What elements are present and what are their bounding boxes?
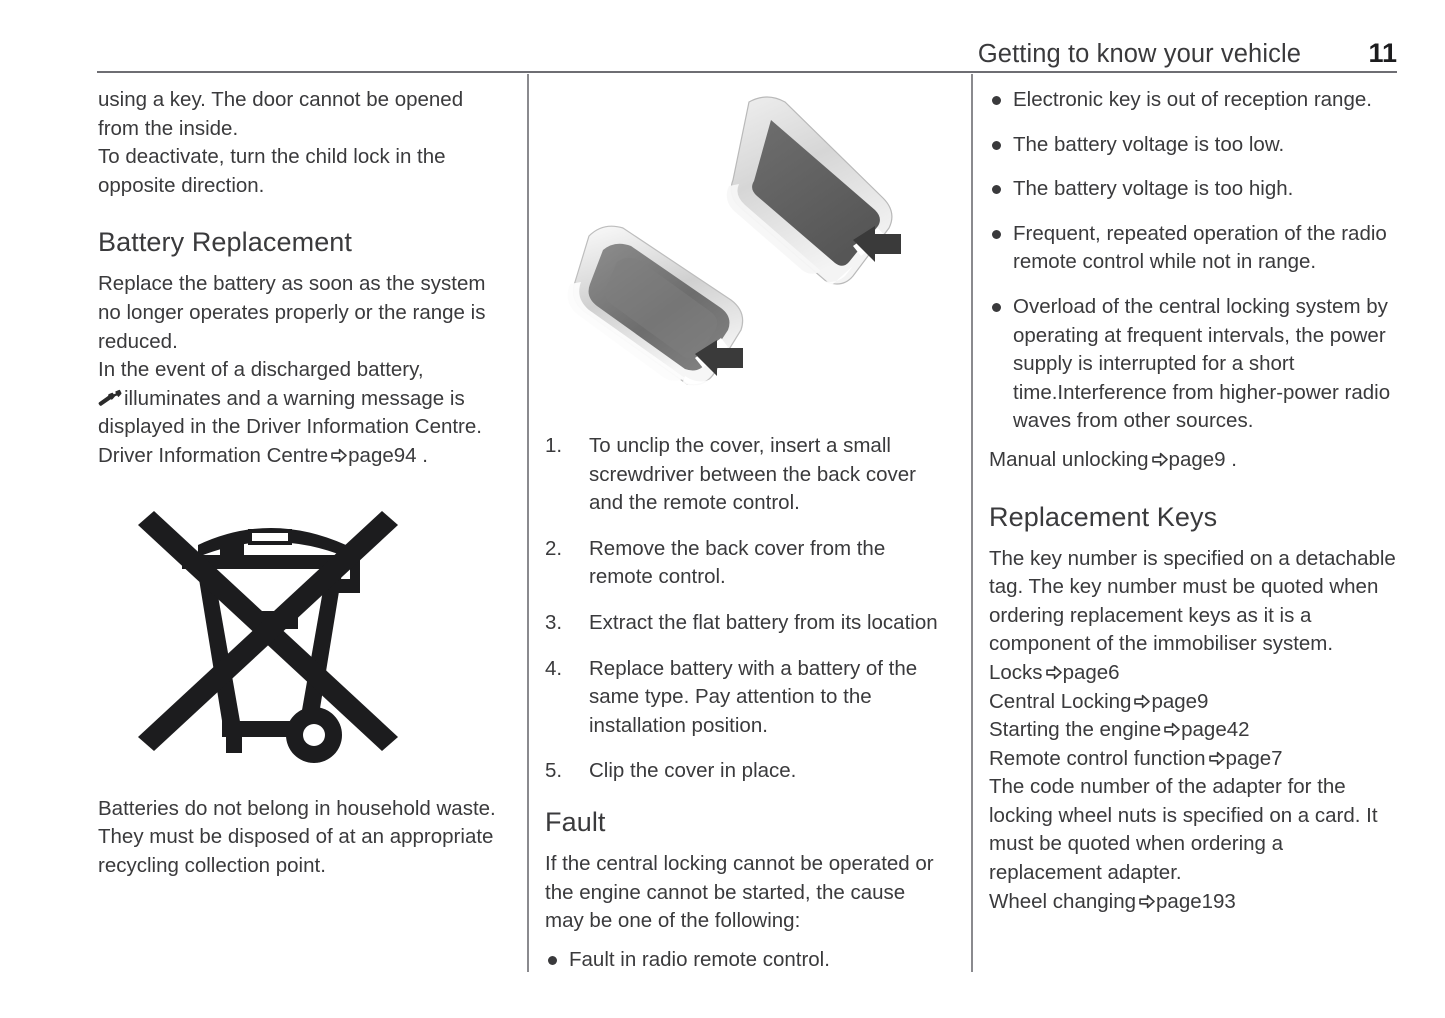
cross-reference-arrow-icon: [1134, 689, 1150, 704]
adapter-note: The code number of the adapter for the locking wheel nuts is specified on a card. It must be quoted when ordering a replacement adapter.: [989, 775, 1378, 885]
list-item-text: The battery voltage is too low.: [1013, 132, 1285, 156]
list-item-text: Fault in radio remote control.: [569, 947, 830, 971]
step-number: 4.: [545, 656, 563, 680]
bullet-dot-icon: [992, 141, 1001, 150]
list-item-text: The battery voltage is too high.: [1013, 177, 1294, 201]
fault-intro: If the central locking cannot be operated or the engine cannot be started, the cause may be one of the following:: [545, 851, 934, 933]
cross-reference-arrow-icon: [331, 443, 347, 458]
fault-bullet-list-right: [989, 86, 1397, 436]
crossed-out-wheelie-bin-icon: [102, 489, 432, 779]
page-header: [97, 38, 1397, 74]
step-item: [545, 432, 945, 518]
xref-target[interactable]: page7: [1225, 746, 1283, 770]
wrench-icon: [98, 387, 122, 405]
cross-reference-arrow-icon: [1139, 889, 1155, 904]
xref-target[interactable]: page9: [1151, 689, 1209, 713]
list-item-text: Electronic key is out of reception range.: [1013, 88, 1372, 111]
step-text: Extract the flat battery from its location: [589, 610, 938, 634]
intro-paragraph-2: To deactivate, turn the child lock in the opposite direction.: [98, 145, 446, 197]
cross-reference-arrow-icon: [1164, 717, 1180, 732]
xref-label: Locks: [989, 660, 1043, 684]
xref-target[interactable]: page42: [1181, 718, 1250, 742]
xref-suffix: .: [1231, 447, 1237, 471]
xref-driver-information-centre: [98, 442, 498, 471]
middle-column: [545, 86, 945, 974]
battery-paragraph-3-text: illuminates and a warning message is displayed in the Driver Information Centre.: [98, 386, 482, 439]
xref-target[interactable]: page6: [1062, 660, 1120, 684]
xref-suffix: .: [422, 443, 428, 467]
step-text: Clip the cover in place.: [589, 759, 797, 783]
list-item: [989, 131, 1397, 160]
xref-label: Wheel changing: [989, 889, 1137, 913]
step-number: 5.: [545, 759, 563, 783]
battery-replacement-heading: Battery Replacement: [98, 227, 353, 258]
spacer: [545, 936, 945, 946]
xref-starting-the-engine: [989, 716, 1397, 745]
battery-replacement-steps: [545, 432, 945, 786]
step-number: 1.: [545, 434, 563, 457]
page-number: 11: [1368, 38, 1397, 68]
xref-target[interactable]: page193: [1156, 889, 1236, 913]
page-title: Getting to know your vehicle: [977, 40, 1301, 68]
disposal-note: Batteries do not belong in household waste. They must be disposed of at an appropriate recycling collection point.: [98, 796, 496, 877]
battery-paragraph-3: [98, 385, 498, 442]
list-item-text: Overload of the central locking system by operating at frequent intervals, the power supply is interrupted for a short time.Interference from higher-power radio waves from other sources.: [1013, 294, 1391, 433]
xref-label: Starting the engine: [989, 718, 1162, 742]
list-item: [989, 220, 1397, 277]
step-item: [545, 609, 945, 638]
cross-reference-arrow-icon: [1152, 447, 1168, 462]
bullet-dot-icon: [992, 96, 1001, 105]
step-text: Remove the back cover from the remote control.: [589, 536, 886, 589]
cross-reference-arrow-icon: [1209, 746, 1225, 761]
right-column: [989, 86, 1397, 916]
header-rule: [97, 71, 1397, 73]
fault-bullet-list-middle: [545, 946, 945, 975]
list-item: [989, 86, 1397, 115]
step-number: 3.: [545, 610, 563, 634]
list-item: [545, 946, 945, 975]
fault-heading: Fault: [545, 806, 606, 837]
battery-paragraph-2: In the event of a discharged battery,: [98, 358, 424, 382]
xref-remote-control-function: [989, 745, 1397, 774]
bullet-dot-icon: [992, 230, 1001, 239]
bullet-dot-icon: [548, 956, 557, 965]
xref-manual-unlocking: [989, 446, 1397, 475]
xref-label: Central Locking: [989, 689, 1132, 713]
xref-target[interactable]: page9: [1168, 447, 1226, 471]
battery-paragraph-1: Replace the battery as soon as the system no longer operates properly or the range is reduced.: [98, 272, 486, 353]
list-item: [989, 175, 1397, 204]
list-item-text: Frequent, repeated operation of the radio remote control while not in range.: [1013, 221, 1387, 274]
intro-paragraph-1: using a key. The door cannot be opened from the inside.: [98, 88, 464, 140]
xref-label: Driver Information Centre: [98, 443, 329, 467]
step-item: [545, 757, 945, 786]
xref-locks: [989, 659, 1397, 688]
step-item: [545, 655, 945, 741]
step-number: 2.: [545, 536, 563, 560]
replacement-keys-heading: Replacement Keys: [989, 501, 1218, 532]
cross-reference-arrow-icon: [1046, 660, 1062, 675]
bullet-dot-icon: [992, 185, 1001, 194]
xref-central-locking: [989, 688, 1397, 717]
column-divider-right: [971, 74, 973, 972]
xref-label: Remote control function: [989, 746, 1206, 770]
xref-label: Manual unlocking: [989, 447, 1149, 471]
list-item: [989, 293, 1397, 436]
xref-wheel-changing: [989, 888, 1397, 917]
key-fob-illustration: [545, 86, 945, 416]
spacer: [989, 436, 1397, 446]
xref-target[interactable]: page94: [348, 443, 417, 467]
column-divider-left: [527, 74, 529, 972]
left-column: [98, 86, 498, 880]
step-item: [545, 535, 945, 592]
replacement-keys-paragraph: The key number is specified on a detachable tag. The key number must be quoted when ordering replacement keys as it is a component of the immobiliser system.: [989, 546, 1396, 656]
bullet-dot-icon: [992, 303, 1001, 312]
step-text: Replace battery with a battery of the same type. Pay attention to the installation position.: [589, 656, 918, 737]
step-text: To unclip the cover, insert a small screwdriver between the back cover and the remote control.: [589, 434, 917, 515]
